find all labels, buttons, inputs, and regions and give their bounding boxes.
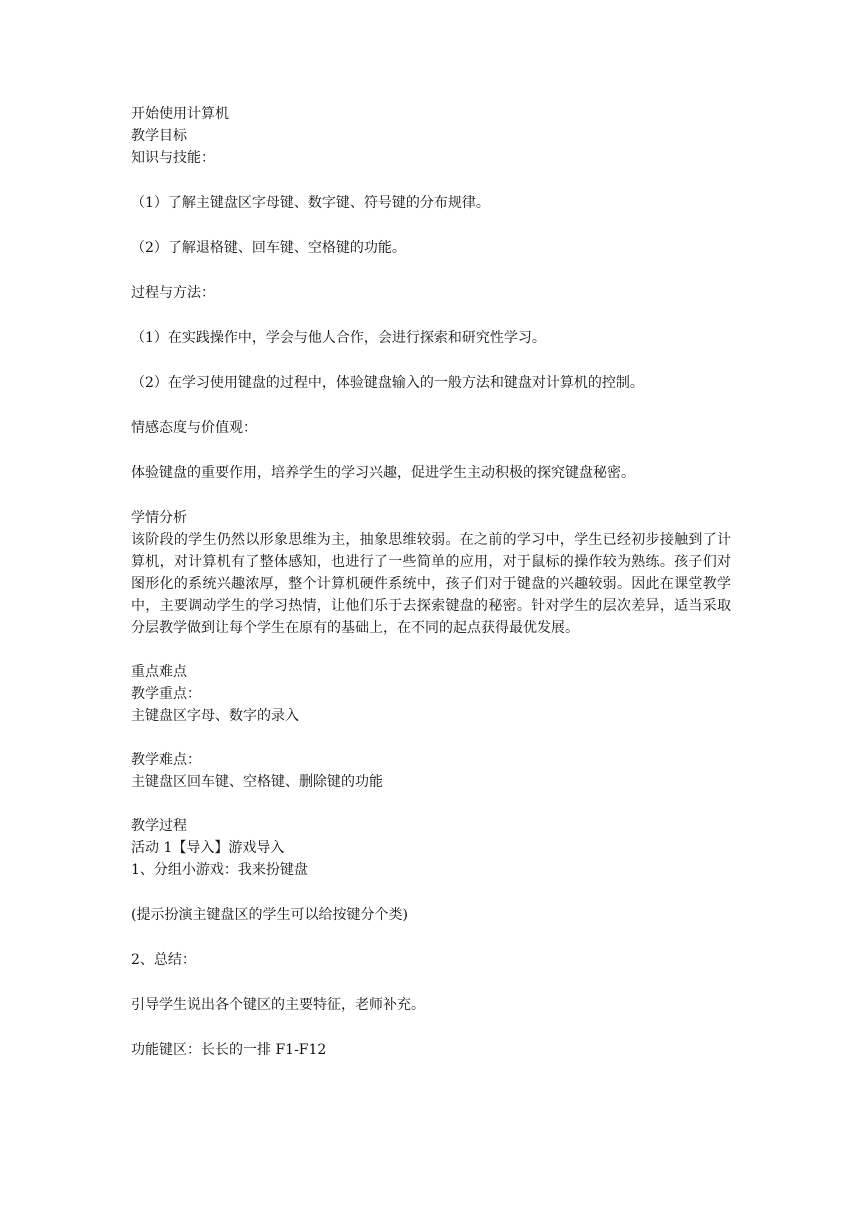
analysis-heading: 学情分析 xyxy=(131,510,187,526)
document-content xyxy=(131,103,731,1061)
spacer xyxy=(131,439,731,462)
document-title: 开始使用计算机 xyxy=(131,106,229,122)
activity-title: 活动 1【导入】游戏导入 xyxy=(131,840,285,856)
analysis-paragraph: 该阶段的学生仍然以形象思维为主，抽象思维较弱。在之前的学习中，学生已经初步接触到了计算机，对计算机有了整体感知，也进行了一些简单的应用，对于鼠标的操作较为熟练。孩子们对图形化的系统兴趣浓厚，整个计算机硬件系统中，孩子们对于键盘的兴趣较弱。因此在课堂教学中，主要调动学生的学习热情，让他们乐于去探索键盘的秘密。针对学生的层次差异，适当采取分层教学做到让每个学生在原有的基础上，在不同的起点获得最优发展。 xyxy=(131,532,731,636)
spacer xyxy=(131,1016,731,1039)
process-item: （2）在学习使用键盘的过程中，体验键盘输入的一般方法和键盘对计算机的控制。 xyxy=(131,375,644,391)
spacer xyxy=(131,793,731,815)
process-method-heading: 过程与方法： xyxy=(131,285,215,301)
objectives-heading: 教学目标 xyxy=(131,128,187,144)
spacer xyxy=(131,259,731,282)
step-two: 2、总结： xyxy=(131,952,196,968)
function-keys-text: 功能键区：长长的一排 F1-F12 xyxy=(131,1042,327,1058)
guide-text: 引导学生说出各个键区的主要特征，老师补充。 xyxy=(131,997,425,1013)
knowledge-heading: 知识与技能： xyxy=(131,150,215,166)
step-one: 1、分组小游戏：我来扮键盘 xyxy=(131,862,308,878)
spacer xyxy=(131,926,731,949)
spacer xyxy=(131,971,731,994)
spacer xyxy=(131,169,731,192)
knowledge-item: （1）了解主键盘区字母键、数字键、符号键的分布规律。 xyxy=(131,195,490,211)
teaching-process-heading: 教学过程 xyxy=(131,818,187,834)
spacer xyxy=(131,484,731,507)
focus-heading: 教学重点： xyxy=(131,686,201,702)
key-points-heading: 重点难点 xyxy=(131,664,187,680)
spacer xyxy=(131,881,731,904)
difficulty-text: 主键盘区回车键、空格键、删除键的功能 xyxy=(131,774,383,790)
difficulty-heading: 教学难点： xyxy=(131,752,201,768)
knowledge-item: （2）了解退格键、回车键、空格键的功能。 xyxy=(131,240,406,256)
process-item: （1）在实践操作中，学会与他人合作，会进行探索和研究性学习。 xyxy=(131,330,546,346)
spacer xyxy=(131,639,731,661)
spacer xyxy=(131,304,731,327)
spacer xyxy=(131,214,731,237)
hint-text: (提示扮演主键盘区的学生可以给按键分个类) xyxy=(131,907,408,923)
spacer xyxy=(131,349,731,372)
emotion-heading: 情感态度与价值观： xyxy=(131,420,257,436)
spacer xyxy=(131,394,731,417)
emotion-text: 体验键盘的重要作用，培养学生的学习兴趣，促进学生主动积极的探究键盘秘密。 xyxy=(131,465,635,481)
spacer xyxy=(131,727,731,749)
focus-text: 主键盘区字母、数字的录入 xyxy=(131,708,299,724)
